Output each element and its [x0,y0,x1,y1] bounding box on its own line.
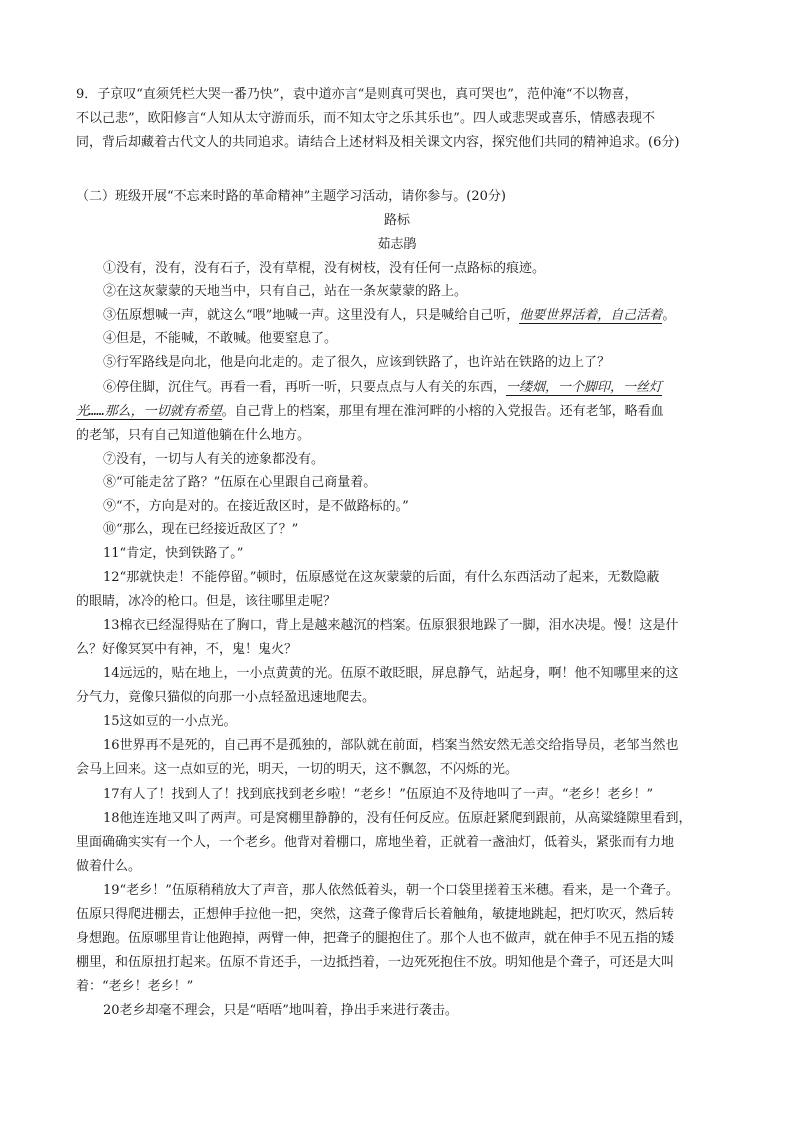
paragraph-15: 15这如豆的一小点光。 [103,714,237,729]
paragraph-16-line-2: 会马上回来。这一点如豆的光，明天，一切的明天，这不飘忽，不闪烁的光。 [76,762,519,777]
paragraph-7: ⑦没有，一切与人有关的迹象都没有。 [103,452,325,467]
paragraph-6-line-2 [76,401,726,423]
paragraph-2: ②在这灰蒙蒙的天地当中，只有自己，站在一条灰蒙蒙的路上。 [103,284,468,299]
paragraph-6-text: ⑥停住脚，沉住气。再看一看，再听一听，只要点点与人有关的东西， [103,380,507,395]
paragraph-9: ⑨“不，方向是对的。在接近敌区时，是不做路标的。” [103,499,409,514]
paragraph-6-line-1 [103,377,726,399]
paragraph-19-line-4: 棚里，和伍原扭打起来。伍原不肯还手，一边抵挡着，一边死死抱住不放。明知他是个聋子，可还是大叫 [76,955,675,970]
paragraph-8: ⑧“可能走岔了路？”伍原在心里跟自己商量着。 [103,475,377,490]
paragraph-11: 11“肯定，快到铁路了。” [103,546,244,561]
paragraph-16-line-1: 16世界再不是死的，自己再不是孤独的，部队就在前面，档案当然安然无恙交给指导员，老邹当然也 [103,738,679,753]
paragraph-12-line-1: 12“那就快走！不能停留。”顿时，伍原感觉在这灰蒙蒙的后面，有什么东西活动了起来，无数隐蔽 [103,570,660,585]
paragraph-18-line-3: 做着什么。 [76,859,142,874]
question-9-line-3: 同，背后却藏着古代文人的共同追求。请结合上述材料及相关课文内容，探究他们共同的精神追求。(6分) [76,135,680,150]
paragraph-14-line-1: 14远远的，贴在地上，一小点黄黄的光。伍原不敢眨眼，屏息静气，站起身，啊！他不知哪里来的这 [103,666,679,681]
paragraph-18-line-1: 18他连连地又叫了两声。可是窝棚里静静的，没有任何反应。伍原赶紧爬到跟前，从高粱缝隙里看到， [103,811,692,826]
paragraph-18-line-2: 里面确确实实有一个人，一个老乡。他背对着棚口，席地坐着，正就着一盏油灯，低着头，紧张而有力地 [76,835,675,850]
paragraph-19-line-5: 着：“老乡！老乡！” [76,979,194,994]
paragraph-3-underlined: 他要世界活着，自己活着 [519,308,663,323]
paragraph-20: 20老乡却毫不理会，只是“唔唔”地叫着，挣出手来进行袭击。 [103,1003,458,1018]
paragraph-6-underlined-2: 光……那么，一切就有希望 [76,404,222,419]
paragraph-6-line-3: 的老邹，只有自己知道他躺在什么地方。 [76,428,311,443]
paragraph-3 [103,305,726,327]
paragraph-1: ①没有，没有，没有石子，没有草棍，没有树枝，没有任何一点路标的痕迹。 [103,261,546,276]
paragraph-6-text-2: 。自己背上的档案，那里有埋在淮河畔的小榕的入党报告。还有老邹，略看血 [221,404,664,419]
question-9-line-1: 9．子京叹“直须凭栏大哭一番乃快”，袁中道亦言“是则真可哭也，真可哭也”，范仲淹“不以物喜， [76,87,638,102]
paragraph-13-line-1: 13棉衣已经湿得贴在了胸口，背上是越来越沉的档案。伍原狠狠地跺了一脚，泪水决堤。慢！这是什 [103,618,679,633]
paragraph-19-line-2: 伍原只得爬进棚去，正想伸手拉他一把，突然，这聋子像背后长着触角，敏捷地跳起，把灯吹灭，然后转 [76,907,675,922]
paragraph-14-line-2: 分气力，竟像只猫似的向那一小点轻盈迅速地爬去。 [76,690,376,705]
paragraph-6-underlined-1: 一缕烟，一个脚印，一丝灯 [506,380,663,395]
paragraph-10: ⑩“那么，现在已经接近敌区了？” [103,522,299,537]
paragraph-5: ⑤行军路线是向北，他是向北走的。走了很久，应该到铁路了，也许站在铁路的边上了？ [103,355,611,370]
section-2-heading: （二）班级开展“不忘来时路的革命精神”主题学习活动，请你参与。(20分) [76,189,506,204]
article-author: 茹志鹃 [377,237,417,252]
article-title: 路标 [383,213,410,228]
question-9-line-2: 不以己悲”，欧阳修言“人知从太守游而乐，而不知太守之乐其乐也”。四人或悲哭或喜乐，情感表现不 [76,111,655,126]
paragraph-17: 17有人了！找到人了！找到底找到老乡啦！“老乡！”伍原迫不及待地叫了一声。“老乡！老乡！” [103,787,654,802]
paragraph-12-line-2: 的眼睛，冰冷的枪口。但是，该往哪里走呢？ [76,594,337,609]
paragraph-3-text: ③伍原想喊一声，就这么“喂”地喊一声。这里没有人，只是喊给自己听， [103,308,520,323]
paragraph-19-line-1: 19“老乡！”伍原稍稍放大了声音，那人依然低着头，朝一个口袋里搓着玉米穗。看来，是一个聋子。 [103,883,679,898]
paragraph-13-line-2: 么？好像冥冥中有神，不，鬼！鬼火？ [76,642,298,657]
paragraph-4: ④但是，不能喊，不敢喊。他要窒息了。 [103,331,338,346]
paragraph-3-end: 。 [662,308,676,323]
paragraph-19-line-3: 身想跑。伍原哪里肯让他跑掉，两臂一伸，把聋子的腿抱住了。那个人也不做声，就在伸手不见五指的矮 [76,931,675,946]
